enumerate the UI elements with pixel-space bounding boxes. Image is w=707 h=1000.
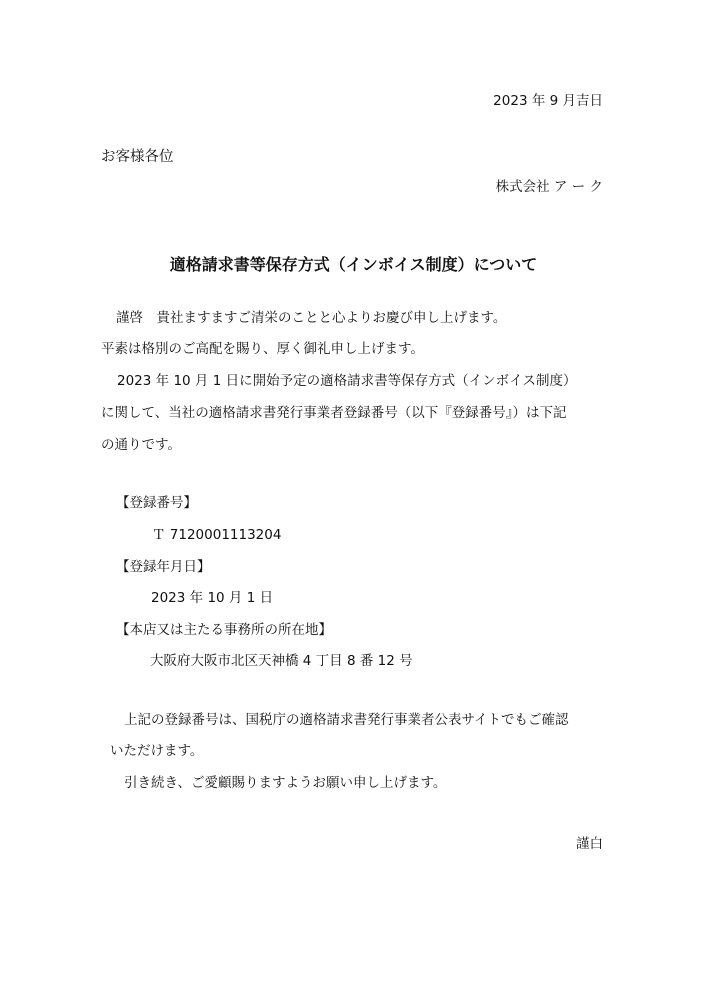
greeting-line: 謹啓 貴社ますますご清栄のことと心よりお慶び申し上げます。 — [116, 310, 507, 326]
greeting-line: 平素は格別のご高配を賜り、厚く御礼申し上げます。 — [101, 341, 424, 357]
closing-line: いただけます。 — [110, 743, 204, 759]
intro-line: の通りです。 — [101, 437, 181, 453]
letter-date: 2023 年 9 月吉日 — [493, 93, 603, 109]
office-address-label: 【本店又は主たる事務所の所在地】 — [116, 622, 332, 638]
closing-line: 上記の登録番号は、国税庁の適格請求書発行事業者公表サイトでもご確認 — [124, 712, 569, 728]
office-address-value: 大阪府大阪市北区天神橋 4 丁目 8 番 12 号 — [150, 653, 413, 669]
sender-company: 株式会社 ア ー ク — [495, 179, 603, 195]
registration-date-label: 【登録年月日】 — [116, 559, 211, 575]
closing-line: 引き続き、ご愛顧賜りますようお願い申し上げます。 — [124, 775, 447, 791]
intro-line: に関して、当社の適格請求書発行事業者登録番号（以下『登録番号』）は下記 — [101, 405, 567, 421]
closing-word: 謹白 — [576, 836, 603, 852]
registration-date-value: 2023 年 10 月 1 日 — [151, 590, 274, 606]
registration-number-value: Ｔ 7120001113204 — [152, 527, 282, 543]
addressee: お客様各位 — [101, 149, 174, 165]
intro-line: 2023 年 10 月 1 日に開始予定の適格請求書等保存方式（インボイス制度） — [117, 373, 577, 389]
registration-number-label: 【登録番号】 — [116, 495, 197, 511]
document-title: 適格請求書等保存方式（インボイス制度）について — [169, 255, 538, 274]
